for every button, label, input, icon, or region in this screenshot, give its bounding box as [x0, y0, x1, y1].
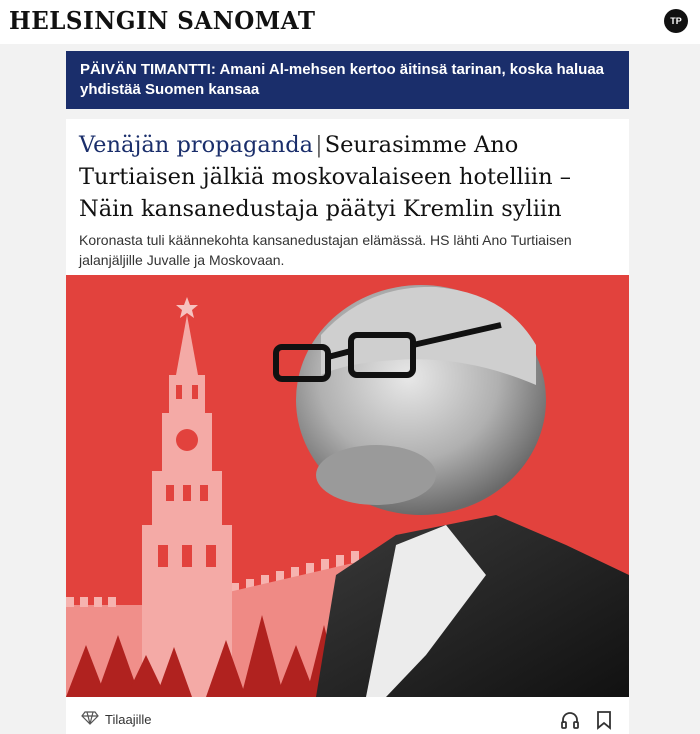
top-bar	[0, 0, 700, 44]
article-kicker: Venäjän propaganda	[79, 132, 314, 158]
bookmark-icon[interactable]	[593, 709, 615, 731]
tier-label: Tilaajille	[105, 712, 152, 727]
featured-banner[interactable]	[66, 51, 629, 109]
site-logo[interactable]: HELSINGIN SANOMAT	[9, 7, 316, 36]
user-avatar[interactable]: TP	[664, 9, 688, 33]
banner-label: PÄIVÄN TIMANTTI:	[80, 61, 216, 78]
article-headline[interactable]	[79, 129, 624, 225]
diamond-icon	[81, 711, 99, 728]
kicker-separator: |	[315, 132, 323, 158]
subscriber-tier	[81, 711, 151, 728]
article-lead: Koronasta tuli käännekohta kansanedustajan elämässä. HS lähti Ano Turtiaisen jalanjäljille Juvalle ja Moskovaan.	[79, 232, 572, 268]
article-title: Seurasimme Ano Turtiaisen jälkiä moskovalaiseen hotelliin – Näin kansanedustaja päätyi Kremlin syliin	[79, 132, 572, 222]
headphones-icon[interactable]	[559, 709, 581, 731]
article-card[interactable]	[66, 119, 629, 734]
card-footer	[66, 703, 629, 734]
hero-image[interactable]	[66, 275, 629, 697]
banner-text: Amani Al-mehsen kertoo äitinsä tarinan, koska haluaa yhdistää Suomen kansaa	[80, 61, 605, 98]
